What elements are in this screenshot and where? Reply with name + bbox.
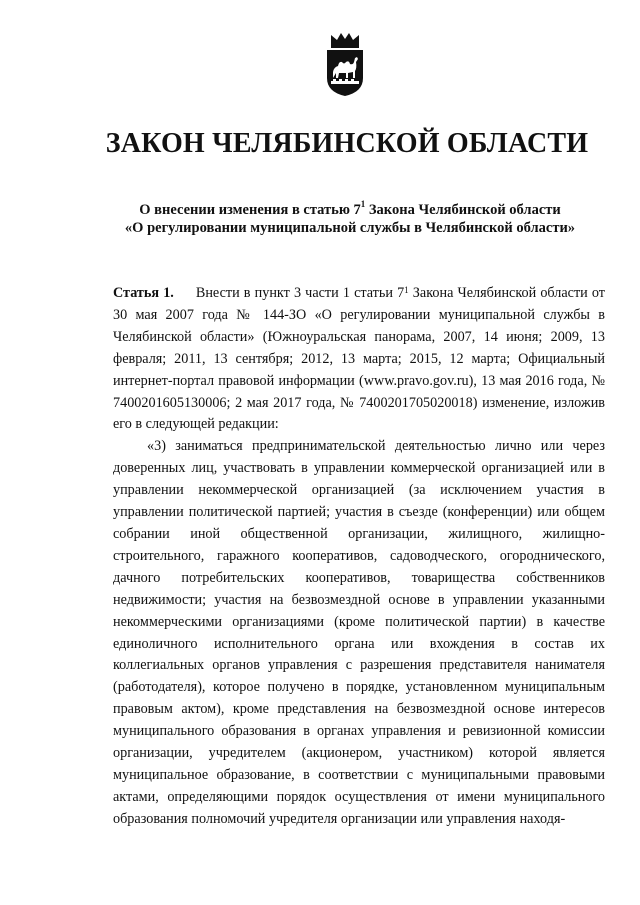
- article-text-part-2: Закона Челябинской области от 30 мая 2007 года № 144-ЗО «О регулировании муниципальной службы в Челябинской области» (Южноуральская панорама, 2007, 14 июня; 2009, 13 февраля; 2011, 13 сентября; 2012, 13 марта; 2015, 12 марта; Официальный интернет-портал правовой информации (www.pravo.gov.ru), 13 мая 2016 года, № 7400201605130006; 2 мая 2017 года, № 7400201705020018) изменение, изложив его в следующей редакции:: [113, 285, 605, 433]
- law-body: [113, 283, 605, 831]
- amended-clause-text: «3) заниматься предпринимательской деятельностью лично или через доверенных лиц, участвовать в управлении коммерческой организацией или в управлении некоммерческой организацией (за исключением участия в управлении политической партией; участия в съезде (конференции) или общем собрании иной общественной организации, жилищного, жилищно-строительного, гаражного кооперативов, садоводческого, огороднического, дачного потребительских кооперативов, товарищества собственников недвижимости; участия на безвозмездной основе в управлении указанными некоммерческими организациями (кроме политической партии) в качестве единоличного исполнительного органа или вхождения в состав их коллегиальных органов управления с разрешения представителя нанимателя (работодателя), которое получено в порядке, установленном муниципальным правовым актом), кроме представления на безвозмездной основе интересов муниципального образования в органах управления и ревизионной комиссии организации, учредителем (акционером, участником) которой является муниципальное образование, в соответствии с муниципальными правовыми актами, определяющими порядок осуществления от имени муниципального образования полномочий учредителя организации или управления находя-: [113, 438, 605, 827]
- article-1-paragraph: [113, 283, 605, 436]
- article-text-part-1: Внести в пункт 3 части 1 статьи 7: [195, 285, 405, 301]
- article-heading: Статья 1.: [113, 285, 174, 301]
- coat-of-arms-emblem: [322, 32, 368, 98]
- subtitle-text-a: О внесении изменения в статью 7: [139, 202, 361, 218]
- subtitle-line-2: «О регулировании муниципальной службы в Челябинской области»: [124, 220, 576, 236]
- subtitle-line-1: [90, 199, 610, 219]
- subtitle-superscript: 1: [360, 199, 366, 209]
- article-superscript: 1: [404, 285, 409, 295]
- subtitle-text-b: Закона Челябинской области: [365, 202, 561, 218]
- law-title: ЗАКОН ЧЕЛЯБИНСКОЙ ОБЛАСТИ: [105, 128, 589, 159]
